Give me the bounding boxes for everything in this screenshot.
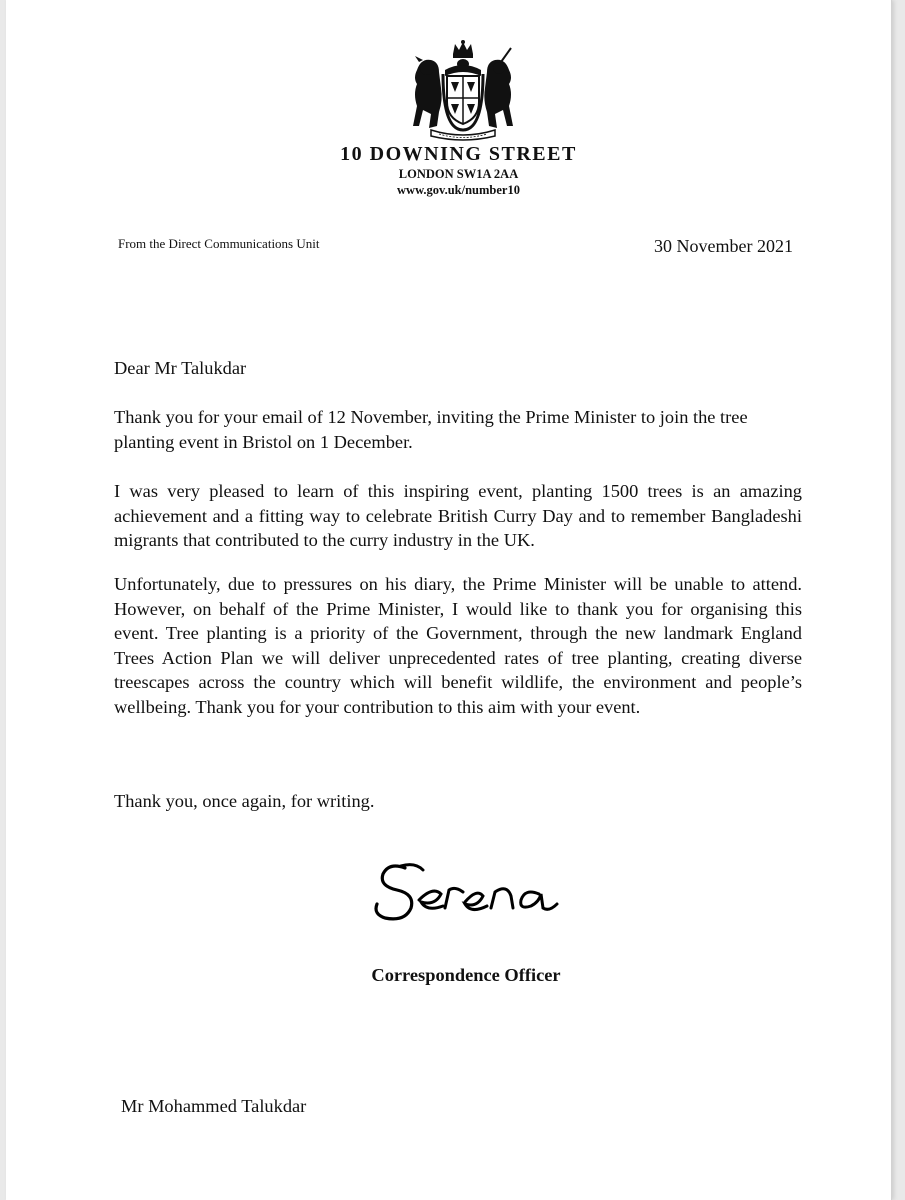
paragraph-3: Unfortunately, due to pressures on his diary, the Prime Minister will be unable to attend. However, on behalf of the Prime Minister, I would like to thank you for organising this event. Tree planting is a priority of the Government, through the new landmark England Trees Action Plan we will deliver unprecedented rates of tree planting, creating diverse treescapes across the country which will benefit wildlife, the environment and people’s wellbeing. Thank you for your contribution to this aim with your event. [114,574,802,717]
letterhead-address [306,142,611,198]
from-unit-label: From the Direct Communications Unit [118,236,320,251]
letter-date: 30 November 2021 [654,236,793,256]
recipient-name: Mr Mohammed Talukdar [121,1096,307,1116]
royal-coat-of-arms-icon [409,40,517,142]
signatory-title: Correspondence Officer [371,965,561,985]
paragraph-4: Thank you, once again, for writing. [114,791,375,811]
paragraph-2: I was very pleased to learn of this inspiring event, planting 1500 trees is an amazing achievement and a fitting way to celebrate British Curry Day and to remember Bangladeshi migrants that contributed to the curry industry in the UK. [114,481,802,550]
address-title: 10 DOWNING STREET [340,143,577,165]
address-city: LONDON SW1A 2AA [398,167,519,181]
salutation: Dear Mr Talukdar [114,358,247,378]
letter-page [6,0,892,1200]
paragraph-1: Thank you for your email of 12 November, inviting the Prime Minister to join the tree planting event in Bristol on 1 December. [114,407,748,452]
website-link[interactable]: www.gov.uk/number10 [397,183,520,197]
handwritten-signature [371,852,581,932]
